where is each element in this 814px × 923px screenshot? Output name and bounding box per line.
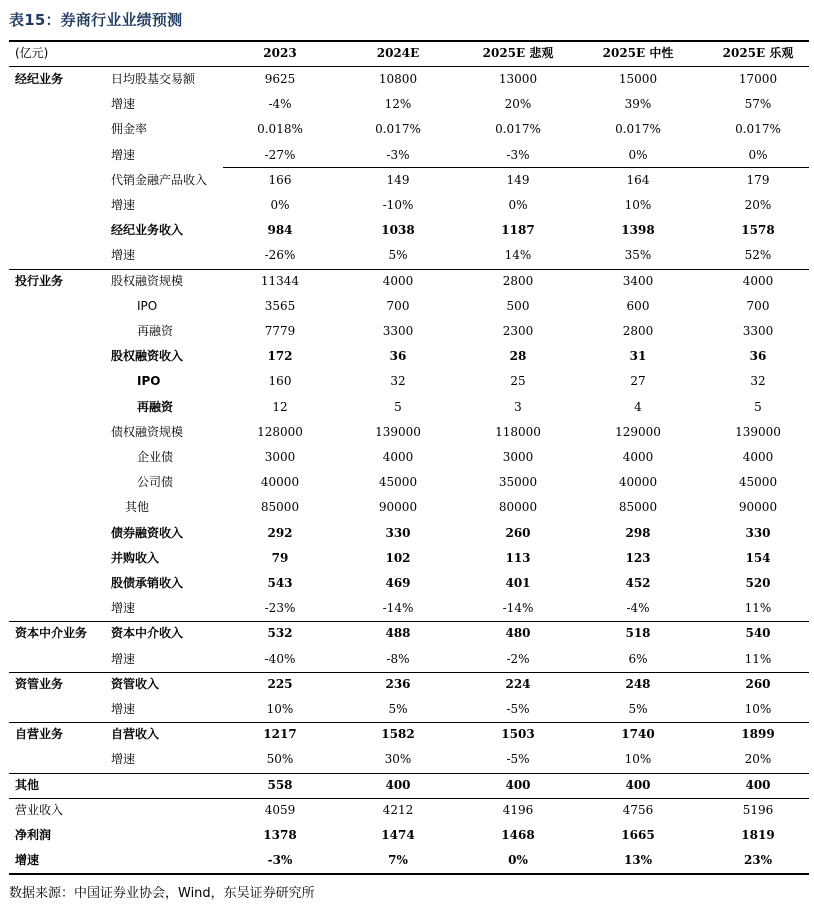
table-row — [9, 798, 809, 823]
row-value: 45000 — [378, 475, 418, 490]
row-label: 经纪业务收入 — [111, 223, 184, 238]
row-value: 10% — [744, 702, 772, 716]
row-value: 129000 — [615, 424, 661, 439]
row-value: 5196 — [742, 802, 774, 817]
row-label: 再融资 — [137, 324, 174, 338]
row-value: 5% — [388, 248, 408, 263]
row-value: 4059 — [264, 802, 296, 817]
row-value: 10800 — [378, 72, 418, 86]
row-label: IPO — [137, 374, 161, 389]
row-value: 558 — [267, 777, 293, 792]
row-value: -26% — [264, 248, 296, 263]
row-value: 2800 — [622, 324, 654, 338]
table-rule — [9, 269, 809, 270]
row-category: 资管业务 — [15, 676, 64, 691]
row-value: 35% — [624, 248, 652, 263]
header-2023: 2023 — [263, 46, 297, 60]
row-value: 102 — [385, 550, 411, 565]
row-value: 0% — [508, 198, 528, 212]
row-value: 3000 — [502, 450, 534, 464]
row-value: 600 — [626, 298, 650, 313]
row-value: -14% — [382, 601, 414, 616]
row-value: 50% — [266, 752, 294, 767]
row-category: 投行业务 — [15, 273, 64, 288]
row-value: 3300 — [382, 324, 414, 338]
row-value: 35000 — [498, 475, 538, 490]
table-rule — [9, 798, 809, 799]
row-label: 增速 — [111, 601, 136, 616]
row-value: 28 — [509, 349, 527, 364]
row-value: 6% — [628, 651, 648, 666]
row-label: 佣金率 — [111, 122, 148, 137]
row-category: 营业收入 — [15, 802, 64, 817]
row-value: 12 — [272, 399, 288, 414]
table-row — [9, 269, 809, 294]
row-value: 224 — [505, 676, 531, 691]
table-row — [9, 218, 809, 243]
table-row — [9, 294, 809, 319]
row-value: 292 — [267, 525, 293, 540]
table-title: 表15：券商行业业绩预测 — [9, 11, 183, 29]
row-value: 4000 — [742, 450, 774, 464]
row-value: 480 — [505, 626, 531, 641]
row-value: 10% — [624, 752, 652, 767]
table-row — [9, 596, 809, 621]
row-value: 3000 — [264, 450, 296, 464]
row-category: 其他 — [15, 777, 40, 792]
table-row — [9, 823, 809, 848]
row-value: 0.017% — [495, 122, 541, 137]
row-label: 股债承销收入 — [111, 576, 184, 590]
row-value: 30% — [384, 752, 412, 767]
row-label: 增速 — [111, 198, 136, 212]
row-value: -4% — [626, 601, 650, 616]
row-category: 净利润 — [15, 828, 52, 842]
row-value: 0% — [748, 147, 768, 162]
row-value: 700 — [746, 298, 770, 313]
row-value: 123 — [625, 550, 651, 565]
row-value: 4000 — [622, 450, 654, 464]
row-value: 160 — [268, 374, 292, 389]
row-value: 1819 — [741, 828, 775, 842]
row-value: 39% — [624, 97, 652, 112]
row-category: 自营业务 — [15, 727, 64, 742]
row-value: 14% — [504, 248, 532, 263]
row-value: 15000 — [618, 72, 658, 86]
row-value: 5% — [388, 702, 408, 716]
row-label: 代销金融产品收入 — [111, 172, 208, 187]
row-value: 7779 — [264, 324, 296, 338]
row-value: 80000 — [498, 500, 538, 515]
row-value: 20% — [504, 97, 532, 112]
row-value: -10% — [382, 198, 414, 212]
row-value: 1582 — [381, 727, 415, 742]
table-row — [9, 319, 809, 344]
row-value: 149 — [506, 172, 530, 187]
row-value: -5% — [506, 752, 530, 767]
header-2025e-pessimistic: 2025E 悲观 — [482, 46, 554, 60]
table-rule — [9, 672, 809, 673]
row-value: 20% — [744, 198, 772, 212]
table-row — [9, 193, 809, 218]
row-value: 1899 — [741, 727, 775, 742]
header-unit: (亿元) — [15, 46, 49, 60]
row-value: -27% — [264, 147, 296, 162]
row-value: 179 — [746, 172, 770, 187]
row-value: 543 — [267, 576, 293, 590]
row-value: 400 — [385, 777, 411, 792]
row-value: 500 — [506, 298, 530, 313]
row-value: 236 — [385, 676, 411, 691]
row-value: 2800 — [502, 273, 534, 288]
row-value: 1217 — [263, 727, 297, 742]
row-value: 520 — [745, 576, 771, 590]
row-label: 日均股基交易额 — [111, 72, 196, 86]
table-rule — [9, 722, 809, 723]
row-value: 4196 — [502, 802, 534, 817]
row-label: 自营收入 — [111, 727, 160, 742]
row-value: 7% — [388, 853, 408, 868]
row-value: 0% — [508, 853, 528, 868]
row-value: 0.018% — [257, 122, 303, 137]
row-value: 32 — [750, 374, 766, 389]
row-category: 经纪业务 — [15, 72, 64, 86]
row-label: 企业债 — [137, 450, 174, 464]
row-value: 400 — [625, 777, 651, 792]
row-value: 518 — [625, 626, 651, 641]
row-value: 13% — [623, 853, 653, 868]
row-value: 11% — [744, 601, 772, 616]
row-value: -3% — [267, 853, 293, 868]
table-row — [9, 571, 809, 596]
table-row — [9, 344, 809, 369]
row-label: 股权融资规模 — [111, 273, 184, 288]
table-row — [9, 445, 809, 470]
row-label: 再融资 — [137, 399, 174, 414]
table-row — [9, 697, 809, 722]
row-value: 1474 — [381, 828, 415, 842]
row-value: 700 — [386, 298, 410, 313]
row-label: 股权融资收入 — [111, 349, 184, 364]
table-row — [9, 647, 809, 672]
row-value: 10% — [624, 198, 652, 212]
row-value: -8% — [386, 651, 410, 666]
table-row — [9, 168, 809, 193]
row-value: 36 — [389, 349, 407, 364]
row-value: 154 — [745, 550, 771, 565]
row-label: 增速 — [111, 752, 136, 767]
header-2025e-optimistic: 2025E 乐观 — [722, 46, 794, 60]
row-value: 113 — [505, 550, 531, 565]
row-value: 4212 — [382, 802, 414, 817]
row-value: 4000 — [742, 273, 774, 288]
row-value: 32 — [390, 374, 406, 389]
row-value: 3565 — [264, 298, 296, 313]
row-value: 85000 — [618, 500, 658, 515]
row-value: 31 — [629, 349, 647, 364]
row-value: 1187 — [501, 223, 535, 238]
row-value: 40000 — [260, 475, 300, 490]
table-row — [9, 243, 809, 268]
row-value: 0% — [270, 198, 290, 212]
row-label: 增速 — [111, 651, 136, 666]
table-row — [9, 521, 809, 546]
row-category: 增速 — [15, 853, 40, 868]
row-value: -14% — [502, 601, 534, 616]
row-value: 40000 — [618, 475, 658, 490]
row-value: 27 — [630, 374, 646, 389]
row-value: 248 — [625, 676, 651, 691]
row-value: 79 — [271, 550, 289, 565]
row-label: 其他 — [125, 500, 150, 515]
row-value: 1378 — [263, 828, 297, 842]
table-rule — [9, 66, 809, 67]
row-value: 330 — [385, 525, 411, 540]
row-value: 118000 — [495, 424, 541, 439]
row-value: 12% — [384, 97, 412, 112]
table-row — [9, 546, 809, 571]
row-value: 20% — [744, 752, 772, 767]
row-value: 1740 — [621, 727, 655, 742]
row-value: -23% — [264, 601, 296, 616]
table-row — [9, 92, 809, 117]
row-value: 25 — [510, 374, 526, 389]
row-value: 400 — [505, 777, 531, 792]
table-header-row — [9, 41, 809, 66]
row-label: 并购收入 — [111, 550, 160, 565]
row-label: 增速 — [111, 147, 136, 162]
row-value: 166 — [268, 172, 292, 187]
row-label: 资本中介收入 — [111, 626, 184, 641]
row-value: 52% — [744, 248, 772, 263]
row-value: 5 — [754, 399, 762, 414]
row-value: 90000 — [378, 500, 418, 515]
row-label: 债券融资收入 — [111, 525, 184, 540]
table-row — [9, 722, 809, 747]
table-rule — [9, 621, 809, 622]
row-value: 139000 — [735, 424, 781, 439]
row-value: 452 — [625, 576, 651, 590]
row-value: 2300 — [502, 324, 534, 338]
row-label: 增速 — [111, 248, 136, 263]
row-value: 401 — [505, 576, 531, 590]
row-value: -2% — [506, 651, 530, 666]
table-rule — [9, 873, 809, 875]
table-row — [9, 747, 809, 772]
row-value: 85000 — [260, 500, 300, 515]
row-value: 13000 — [498, 72, 538, 86]
row-value: 1665 — [621, 828, 655, 842]
row-value: 5% — [628, 702, 648, 716]
row-value: 0.017% — [375, 122, 421, 137]
table-row — [9, 369, 809, 394]
table-row — [9, 672, 809, 697]
row-value: 10% — [266, 702, 294, 716]
row-value: 469 — [385, 576, 411, 590]
row-value: 4 — [634, 399, 642, 414]
row-value: 260 — [505, 525, 531, 540]
row-value: -5% — [506, 702, 530, 716]
row-value: 1578 — [741, 223, 775, 238]
row-value: 5 — [394, 399, 402, 414]
row-value: 36 — [749, 349, 767, 364]
row-value: 298 — [625, 525, 651, 540]
row-value: 488 — [385, 626, 411, 641]
row-value: 11% — [744, 651, 772, 666]
row-value: 984 — [267, 223, 293, 238]
row-label: IPO — [137, 298, 158, 313]
row-category: 资本中介业务 — [15, 626, 88, 641]
row-value: 11344 — [260, 273, 300, 288]
row-value: 4000 — [382, 450, 414, 464]
table-row — [9, 143, 809, 168]
row-value: 45000 — [738, 475, 778, 490]
table-row — [9, 420, 809, 445]
row-value: 172 — [267, 349, 293, 364]
row-value: 149 — [386, 172, 410, 187]
row-value: 128000 — [257, 424, 303, 439]
row-value: 9625 — [264, 72, 296, 86]
row-value: 90000 — [738, 500, 778, 515]
table-rule — [9, 773, 809, 774]
row-value: -4% — [268, 97, 292, 112]
row-value: 532 — [267, 626, 293, 641]
row-value: -3% — [506, 147, 530, 162]
row-value: 3400 — [622, 273, 654, 288]
row-value: 4000 — [382, 273, 414, 288]
row-value: 400 — [745, 777, 771, 792]
row-label: 资管收入 — [111, 676, 160, 691]
row-value: 1468 — [501, 828, 535, 842]
row-value: 1038 — [381, 223, 415, 238]
table-row — [9, 67, 809, 92]
table-row — [9, 773, 809, 798]
row-value: -3% — [386, 147, 410, 162]
row-value: 139000 — [375, 424, 421, 439]
row-value: 57% — [744, 97, 772, 112]
row-value: 330 — [745, 525, 771, 540]
row-value: 3 — [514, 399, 522, 414]
table-row — [9, 848, 809, 873]
header-2024e: 2024E — [376, 46, 420, 60]
row-value: 0.017% — [615, 122, 661, 137]
header-2025e-neutral: 2025E 中性 — [602, 46, 674, 60]
table-rule — [223, 167, 809, 168]
row-value: 17000 — [738, 72, 778, 86]
row-value: 3300 — [742, 324, 774, 338]
row-label: 增速 — [111, 97, 136, 112]
row-value: 4756 — [622, 802, 654, 817]
row-value: 540 — [745, 626, 771, 641]
row-label: 公司债 — [137, 475, 174, 490]
row-value: 0.017% — [735, 122, 781, 137]
row-value: 23% — [743, 853, 773, 868]
row-value: 1503 — [501, 727, 535, 742]
row-value: 225 — [267, 676, 293, 691]
row-value: -40% — [264, 651, 296, 666]
table-row — [9, 621, 809, 646]
table-row — [9, 117, 809, 142]
data-source-note: 数据来源：中国证券业协会，Wind，东吴证券研究所 — [9, 886, 315, 901]
row-value: 1398 — [621, 223, 655, 238]
row-label: 增速 — [111, 702, 136, 716]
row-value: 260 — [745, 676, 771, 691]
row-label: 债权融资规模 — [111, 424, 184, 439]
row-value: 164 — [626, 172, 650, 187]
table-row — [9, 495, 809, 520]
table-row — [9, 470, 809, 495]
row-value: 0% — [628, 147, 648, 162]
table-row — [9, 395, 809, 420]
